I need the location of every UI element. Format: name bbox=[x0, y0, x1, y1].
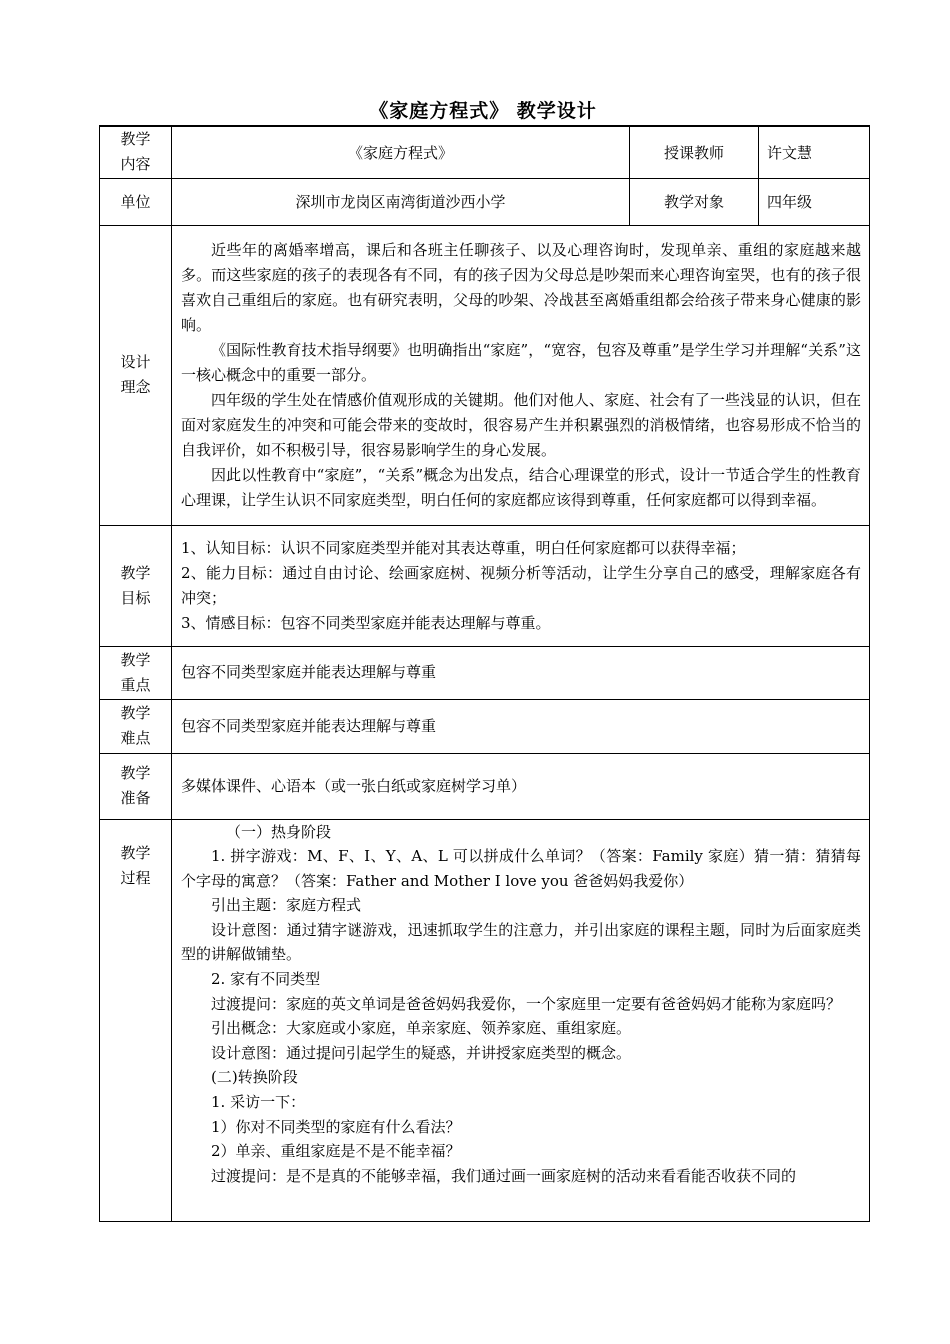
process-line: 设计意图：通过猜字谜游戏，迅速抓取学生的注意力，并引出家庭的课程主题，同时为后面家庭类型的讲解做铺垫。 bbox=[181, 920, 861, 964]
process-line: 引出主题：家庭方程式 bbox=[211, 896, 362, 915]
label-target: 教学对象 bbox=[630, 178, 759, 225]
goal-line: 2、能力目标：通过自由讨论、绘画家庭树、视频分析等活动，让学生分享自己的感受，理解家庭各有冲突； bbox=[181, 563, 861, 607]
row-content bbox=[100, 126, 870, 178]
process-text bbox=[172, 819, 870, 1221]
document-title: 《家庭方程式》 教学设计 bbox=[369, 100, 597, 122]
concept-paragraph: 《国际性教育技术指导纲要》也明确指出“家庭”，“宽容，包容及尊重”是学生学习并理解“关系”这一核心概念中的重要一部分。 bbox=[181, 340, 861, 384]
goals-text bbox=[172, 525, 870, 646]
row-prep bbox=[100, 753, 870, 819]
label-goals: 教学 目标 bbox=[100, 525, 172, 646]
label-concept: 设计 理念 bbox=[100, 225, 172, 525]
concept-paragraph: 近些年的离婚率增高，课后和各班主任聊孩子、以及心理咨询时，发现单亲、重组的家庭越来越多。而这些家庭的孩子的表现各有不同，有的孩子因为父母总是吵架而来心理咨询室哭，也有的孩子很喜欢自己重组后的家庭。也有研究表明，父母的吵架、冷战甚至离婚重组都会给孩子带来身心健康的影响。 bbox=[181, 240, 861, 334]
label-content: 教学 内容 bbox=[100, 126, 172, 178]
process-line: 1. 拼字游戏：M、F、I、Y、A、L 可以拼成什么单词？（答案：Family 家庭）猜一猜：猜猜每个字母的寓意？（答案：Father and Mother I love you 爸爸妈妈我爱你） bbox=[181, 847, 861, 890]
value-target: 四年级 bbox=[759, 178, 870, 225]
prep-text: 多媒体课件、心语本（或一张白纸或家庭树学习单） bbox=[172, 753, 870, 819]
process-line: 1）你对不同类型的家庭有什么看法？ bbox=[211, 1117, 461, 1136]
value-unit: 深圳市龙岗区南湾街道沙西小学 bbox=[172, 178, 630, 225]
row-concept bbox=[100, 225, 870, 525]
goal-line: 3、情感目标：包容不同类型家庭并能表达理解与尊重。 bbox=[181, 613, 551, 632]
process-line: 过渡提问：是不是真的不能够幸福，我们通过画一画家庭树的活动来看看能否收获不同的 bbox=[211, 1166, 797, 1185]
label-teacher: 授课教师 bbox=[630, 126, 759, 178]
value-content: 《家庭方程式》 bbox=[172, 126, 630, 178]
process-line: 设计意图：通过提问引起学生的疑惑，并讲授家庭类型的概念。 bbox=[211, 1043, 632, 1062]
label-key-point: 教学 重点 bbox=[100, 646, 172, 699]
process-line: （一）热身阶段 bbox=[226, 822, 332, 841]
concept-text bbox=[172, 225, 870, 525]
process-line: 1. 采访一下： bbox=[211, 1093, 306, 1112]
process-line: 2）单亲、重组家庭是不是不能幸福？ bbox=[211, 1142, 461, 1161]
label-difficulty: 教学 难点 bbox=[100, 699, 172, 753]
process-line: 过渡提问：家庭的英文单词是爸爸妈妈我爱你，一个家庭里一定要有爸爸妈妈才能称为家庭吗？ bbox=[211, 994, 842, 1013]
row-process bbox=[100, 819, 870, 1221]
lesson-plan-table bbox=[99, 125, 870, 1222]
process-line: (二)转换阶段 bbox=[211, 1068, 298, 1087]
difficulty-text: 包容不同类型家庭并能表达理解与尊重 bbox=[172, 699, 870, 753]
goal-line: 1、认知目标：认识不同家庭类型并能对其表达尊重，明白任何家庭都可以获得幸福； bbox=[181, 538, 746, 557]
concept-paragraph: 四年级的学生处在情感价值观形成的关键期。他们对他人、家庭、社会有了一些浅显的认识，但在面对家庭发生的冲突和可能会带来的变故时，很容易产生并积累强烈的消极情绪，也容易形成不恰当的自我评价，如不积极引导，很容易影响学生的身心发展。 bbox=[181, 390, 861, 459]
row-goals bbox=[100, 525, 870, 646]
process-line: 2. 家有不同类型 bbox=[211, 970, 321, 989]
row-key-point bbox=[100, 646, 870, 699]
concept-paragraph: 因此以性教育中“家庭”，“关系”概念为出发点，结合心理课堂的形式，设计一节适合学生的性教育心理课，让学生认识不同家庭类型，明白任何的家庭都应该得到尊重，任何家庭都可以得到幸福。 bbox=[181, 465, 861, 509]
label-process: 教学 过程 bbox=[100, 819, 172, 1221]
label-prep: 教学 准备 bbox=[100, 753, 172, 819]
row-difficulty bbox=[100, 699, 870, 753]
value-teacher: 许文慧 bbox=[759, 126, 870, 178]
label-unit: 单位 bbox=[100, 178, 172, 225]
process-line: 引出概念：大家庭或小家庭，单亲家庭、领养家庭、重组家庭。 bbox=[211, 1019, 632, 1038]
row-unit bbox=[100, 178, 870, 225]
key-point-text: 包容不同类型家庭并能表达理解与尊重 bbox=[172, 646, 870, 699]
